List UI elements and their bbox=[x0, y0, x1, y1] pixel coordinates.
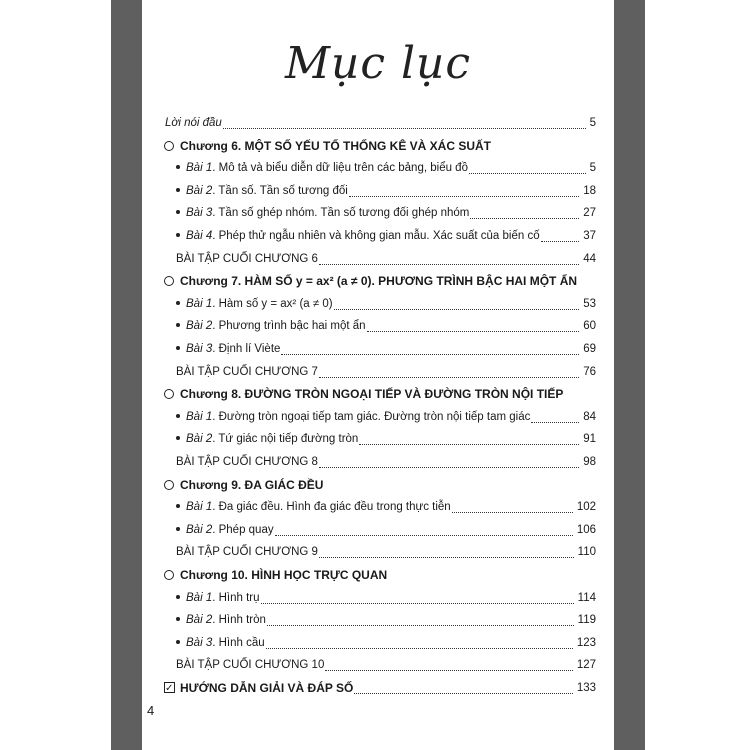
page-ref: 69 bbox=[583, 343, 596, 355]
page-ref: 102 bbox=[576, 501, 596, 514]
page-title: Mục lục bbox=[284, 38, 472, 89]
intro-label: Lời nói đầu bbox=[165, 117, 222, 129]
dot-bullet-icon bbox=[176, 323, 180, 327]
page-ref: 119 bbox=[577, 614, 596, 627]
lesson-label: Bài 2 bbox=[186, 523, 213, 536]
answers-entry[interactable] bbox=[142, 677, 614, 699]
dot-bullet-icon bbox=[176, 165, 180, 169]
dot-leader bbox=[469, 173, 586, 174]
page-ref: 133 bbox=[576, 682, 596, 694]
lesson-title: . Mô tả và biểu diễn dữ liệu trên các bảng, biểu đồ bbox=[212, 162, 468, 175]
page-ref: 84 bbox=[583, 410, 596, 423]
lesson-title: . Tần số. Tần số tương đối bbox=[212, 184, 348, 197]
chapter-heading[interactable] bbox=[142, 270, 614, 292]
dot-bullet-icon bbox=[176, 527, 180, 531]
circle-bullet-icon bbox=[164, 389, 174, 399]
circle-bullet-icon bbox=[164, 141, 174, 151]
chapter-heading[interactable] bbox=[142, 564, 614, 586]
lesson-entry[interactable] bbox=[142, 202, 614, 224]
lesson-entry[interactable] bbox=[142, 338, 614, 360]
page-ref: 76 bbox=[583, 365, 596, 378]
toc-page bbox=[142, 0, 614, 750]
dot-leader bbox=[261, 603, 574, 604]
page-ref: 98 bbox=[583, 456, 596, 468]
chapter-title: Chương 8. ĐƯỜNG TRÒN NGOẠI TIẾP VÀ ĐƯỜNG TRÒN NỘI TIẾP bbox=[180, 387, 564, 402]
exercise-label: BÀI TẬP CUỐI CHƯƠNG 10 bbox=[176, 659, 325, 672]
lesson-entry[interactable] bbox=[142, 157, 614, 179]
lesson-title: . Hình trụ bbox=[212, 591, 260, 604]
lesson-label: Bài 4 bbox=[186, 230, 213, 242]
dot-leader bbox=[354, 693, 572, 694]
exercise-label: BÀI TẬP CUỐI CHƯƠNG 6 bbox=[176, 252, 318, 265]
lesson-entry[interactable] bbox=[142, 406, 614, 428]
page-ref: 114 bbox=[577, 591, 596, 604]
lesson-title: . Hàm số y = ax² (a ≠ 0) bbox=[212, 297, 333, 310]
page-ref: 106 bbox=[576, 523, 596, 536]
exercise-label: BÀI TẬP CUỐI CHƯƠNG 9 bbox=[176, 546, 318, 559]
dot-leader bbox=[367, 331, 580, 332]
chapter-exercise-entry[interactable] bbox=[142, 654, 614, 676]
dot-leader bbox=[319, 377, 579, 378]
dot-bullet-icon bbox=[176, 301, 180, 305]
lesson-entry[interactable] bbox=[142, 315, 614, 337]
dot-bullet-icon bbox=[176, 210, 180, 214]
dot-leader bbox=[266, 648, 573, 649]
lesson-label: Bài 3 bbox=[186, 207, 213, 220]
answers-label: HƯỚNG DẪN GIẢI VÀ ĐÁP SỐ bbox=[180, 681, 354, 695]
dot-leader bbox=[267, 625, 574, 626]
lesson-entry[interactable] bbox=[142, 293, 614, 315]
lesson-title: . Hình tròn bbox=[212, 614, 266, 627]
dot-leader bbox=[452, 512, 573, 513]
dot-leader bbox=[319, 264, 579, 265]
chapter-title: Chương 6. MỘT SỐ YẾU TỐ THỐNG KÊ VÀ XÁC SUẤT bbox=[180, 138, 492, 153]
dot-leader bbox=[319, 467, 579, 468]
dot-leader bbox=[281, 354, 579, 355]
chapter-title: Chương 9. ĐA GIÁC ĐỀU bbox=[180, 477, 324, 492]
page-number: 4 bbox=[147, 703, 155, 718]
lesson-label: Bài 1 bbox=[186, 162, 213, 175]
dot-leader bbox=[223, 128, 586, 129]
dot-leader bbox=[349, 196, 579, 197]
left-dark-margin bbox=[111, 0, 142, 750]
lesson-label: Bài 2 bbox=[186, 320, 213, 333]
lesson-title: . Định lí Viète bbox=[212, 343, 281, 355]
lesson-label: Bài 1 bbox=[186, 501, 213, 514]
circle-bullet-icon bbox=[164, 276, 174, 286]
lesson-title: . Đa giác đều. Hình đa giác đều trong thực tiễn bbox=[212, 501, 451, 514]
chapter-heading[interactable] bbox=[142, 383, 614, 405]
lesson-title: . Đường tròn ngoại tiếp tam giác. Đường tròn nội tiếp tam giác bbox=[212, 410, 531, 423]
page-ref: 91 bbox=[583, 433, 596, 446]
chapter-exercise-entry[interactable] bbox=[142, 248, 614, 270]
dot-bullet-icon bbox=[176, 233, 180, 237]
chapter-heading[interactable] bbox=[142, 474, 614, 496]
checkbox-icon bbox=[164, 682, 175, 693]
dot-bullet-icon bbox=[176, 640, 180, 644]
page-ref: 27 bbox=[583, 207, 596, 220]
dot-leader bbox=[319, 557, 574, 558]
lesson-title: . Phương trình bậc hai một ẩn bbox=[212, 320, 366, 333]
page-ref: 44 bbox=[583, 252, 596, 265]
lesson-title: . Phép thử ngẫu nhiên và không gian mẫu. Xác suất của biến cố bbox=[212, 230, 540, 242]
lesson-label: Bài 1 bbox=[186, 297, 213, 310]
lesson-title: . Tứ giác nội tiếp đường tròn bbox=[212, 433, 359, 446]
chapter-exercise-entry[interactable] bbox=[142, 451, 614, 473]
toc-intro-entry[interactable] bbox=[142, 112, 614, 134]
dot-leader bbox=[275, 535, 573, 536]
page-ref: 110 bbox=[577, 546, 596, 559]
lesson-label: Bài 2 bbox=[186, 614, 213, 627]
lesson-entry[interactable] bbox=[142, 496, 614, 518]
page-ref: 5 bbox=[589, 162, 596, 175]
dot-bullet-icon bbox=[176, 504, 180, 508]
page-ref: 127 bbox=[576, 659, 596, 672]
dot-bullet-icon bbox=[176, 346, 180, 350]
chapter-exercise-entry[interactable] bbox=[142, 541, 614, 563]
lesson-entry[interactable] bbox=[142, 519, 614, 541]
dot-leader bbox=[359, 444, 579, 445]
chapter-title: Chương 10. HÌNH HỌC TRỰC QUAN bbox=[180, 568, 388, 582]
dot-leader bbox=[325, 670, 572, 671]
dot-bullet-icon bbox=[176, 436, 180, 440]
page-ref: 5 bbox=[589, 117, 596, 129]
lesson-label: Bài 1 bbox=[186, 410, 213, 423]
lesson-label: Bài 1 bbox=[186, 591, 213, 604]
lesson-title: . Hình cầu bbox=[212, 636, 265, 649]
lesson-entry[interactable] bbox=[142, 180, 614, 202]
lesson-label: Bài 3 bbox=[186, 343, 213, 355]
lesson-label: Bài 2 bbox=[186, 184, 213, 197]
dot-bullet-icon bbox=[176, 188, 180, 192]
dot-leader bbox=[531, 422, 579, 423]
lesson-title: . Phép quay bbox=[212, 523, 274, 536]
circle-bullet-icon bbox=[164, 480, 174, 490]
page-ref: 60 bbox=[583, 320, 596, 333]
lesson-label: Bài 3 bbox=[186, 636, 213, 649]
dot-bullet-icon bbox=[176, 617, 180, 621]
lesson-entry[interactable] bbox=[142, 609, 614, 631]
page-ref: 18 bbox=[583, 184, 596, 197]
lesson-title: . Tần số ghép nhóm. Tần số tương đối ghép nhóm bbox=[212, 207, 470, 220]
page-ref: 53 bbox=[583, 297, 596, 310]
lesson-entry[interactable] bbox=[142, 225, 614, 247]
page-ref: 123 bbox=[576, 636, 596, 649]
dot-bullet-icon bbox=[176, 414, 180, 418]
lesson-entry[interactable] bbox=[142, 428, 614, 450]
lesson-label: Bài 2 bbox=[186, 433, 213, 446]
lesson-entry[interactable] bbox=[142, 632, 614, 654]
chapter-exercise-entry[interactable] bbox=[142, 361, 614, 383]
exercise-label: BÀI TẬP CUỐI CHƯƠNG 8 bbox=[176, 456, 318, 468]
lesson-entry[interactable] bbox=[142, 587, 614, 609]
exercise-label: BÀI TẬP CUỐI CHƯƠNG 7 bbox=[176, 365, 318, 378]
circle-bullet-icon bbox=[164, 570, 174, 580]
page-ref: 37 bbox=[583, 230, 596, 242]
dot-bullet-icon bbox=[176, 595, 180, 599]
dot-leader bbox=[470, 218, 579, 219]
chapter-title: Chương 7. HÀM SỐ y = ax² (a ≠ 0). PHƯƠNG TRÌNH BẬC HAI MỘT ẨN bbox=[180, 274, 578, 289]
chapter-heading[interactable] bbox=[142, 135, 614, 157]
right-dark-margin bbox=[614, 0, 645, 750]
dot-leader bbox=[334, 309, 580, 310]
dot-leader bbox=[541, 241, 580, 242]
